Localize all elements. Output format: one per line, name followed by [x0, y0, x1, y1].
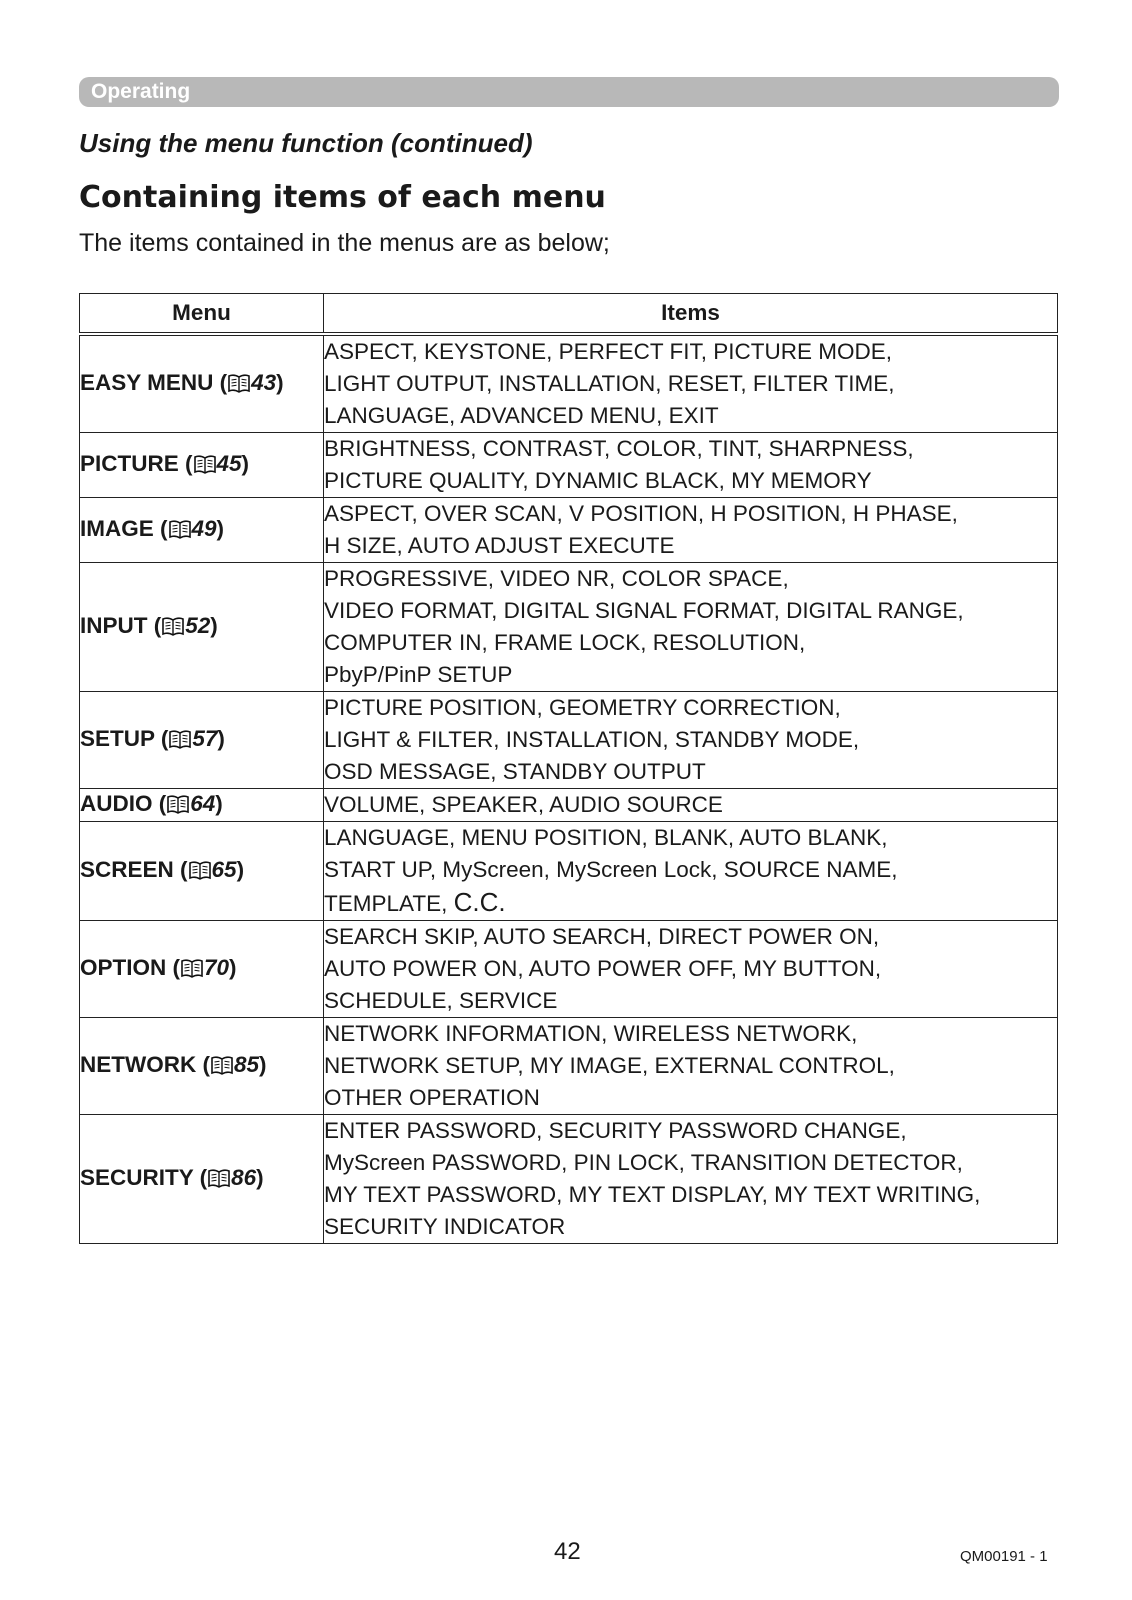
- items-cell: [324, 921, 1058, 1018]
- item-line: PbyP/PinP SETUP: [324, 662, 513, 687]
- items-column-header: Items: [324, 294, 1058, 335]
- page-reference: 70: [204, 954, 230, 980]
- item-line: AUTO POWER ON, AUTO POWER OFF, MY BUTTON,: [324, 956, 882, 981]
- menu-column-header: Menu: [80, 294, 324, 335]
- table-row: [80, 334, 1058, 433]
- item-line: NETWORK SETUP, MY IMAGE, EXTERNAL CONTROL,: [324, 1053, 895, 1078]
- items-cell: [324, 563, 1058, 692]
- item-line: OTHER OPERATION: [324, 1085, 540, 1110]
- item-line: COMPUTER IN, FRAME LOCK, RESOLUTION,: [324, 630, 806, 655]
- menu-name: IMAGE: [80, 515, 154, 541]
- item-line: VOLUME, SPEAKER, AUDIO SOURCE: [324, 792, 723, 817]
- page-reference: 86: [231, 1164, 257, 1190]
- item-line: PROGRESSIVE, VIDEO NR, COLOR SPACE,: [324, 566, 789, 591]
- item-line: ASPECT, KEYSTONE, PERFECT FIT, PICTURE MODE,: [324, 339, 893, 364]
- menu-name-cell: INPUT ( 52): [80, 563, 324, 692]
- item-line: LANGUAGE, MENU POSITION, BLANK, AUTO BLANK,: [324, 825, 888, 850]
- menu-name-cell: AUDIO ( 64): [80, 789, 324, 822]
- table-row: [80, 921, 1058, 1018]
- page-reference: 57: [192, 725, 218, 751]
- items-cell: [324, 789, 1058, 822]
- page-reference: 43: [251, 369, 277, 395]
- page-reference: 85: [234, 1051, 260, 1077]
- intro-text: The items contained in the menus are as below;: [79, 229, 610, 257]
- table-row: [80, 1115, 1058, 1244]
- items-cell: [324, 822, 1058, 921]
- item-line: LIGHT & FILTER, INSTALLATION, STANDBY MODE,: [324, 727, 860, 752]
- menu-name-cell: EASY MENU ( 43): [80, 334, 324, 433]
- item-line: LIGHT OUTPUT, INSTALLATION, RESET, FILTER TIME,: [324, 371, 895, 396]
- page-reference: 65: [211, 856, 237, 882]
- book-icon: [189, 860, 211, 886]
- menu-name-cell: SCREEN ( 65): [80, 822, 324, 921]
- item-line: OSD MESSAGE, STANDBY OUTPUT: [324, 759, 706, 784]
- table-row: [80, 498, 1058, 563]
- items-cell: [324, 498, 1058, 563]
- page-reference: 52: [185, 612, 211, 638]
- menu-name: OPTION: [80, 954, 167, 980]
- item-line: LANGUAGE, ADVANCED MENU, EXIT: [324, 403, 719, 428]
- item-line: ENTER PASSWORD, SECURITY PASSWORD CHANGE,: [324, 1118, 907, 1143]
- item-line: VIDEO FORMAT, DIGITAL SIGNAL FORMAT, DIGITAL RANGE,: [324, 598, 964, 623]
- page-heading: Containing items of each menu: [79, 180, 606, 215]
- item-line: SECURITY INDICATOR: [324, 1214, 566, 1239]
- item-line: START UP, MyScreen, MyScreen Lock, SOURCE NAME,: [324, 857, 898, 882]
- page-reference: 64: [190, 790, 216, 816]
- table-row: [80, 1018, 1058, 1115]
- book-icon: [162, 616, 184, 642]
- menu-name-cell: OPTION ( 70): [80, 921, 324, 1018]
- document-code: QM00191 - 1: [960, 1548, 1048, 1565]
- menu-items-table: [79, 293, 1058, 1244]
- section-bar: [79, 77, 1059, 107]
- item-line: SEARCH SKIP, AUTO SEARCH, DIRECT POWER ON,: [324, 924, 880, 949]
- page-number: 42: [554, 1538, 581, 1565]
- menu-name: NETWORK: [80, 1051, 197, 1077]
- menu-name: SETUP: [80, 725, 155, 751]
- item-line: PICTURE POSITION, GEOMETRY CORRECTION,: [324, 695, 841, 720]
- page-subtitle: Using the menu function (continued): [79, 128, 533, 158]
- items-cell: [324, 1115, 1058, 1244]
- table-row: [80, 563, 1058, 692]
- items-cell: [324, 433, 1058, 498]
- table-row: [80, 433, 1058, 498]
- table-body: [80, 334, 1058, 1244]
- items-cell: [324, 1018, 1058, 1115]
- table-row: [80, 789, 1058, 822]
- items-cell: [324, 692, 1058, 789]
- items-cell: [324, 334, 1058, 433]
- book-icon: [208, 1168, 230, 1194]
- item-line: PICTURE QUALITY, DYNAMIC BLACK, MY MEMORY: [324, 468, 872, 493]
- menu-name: AUDIO: [80, 790, 153, 816]
- item-line: ASPECT, OVER SCAN, V POSITION, H POSITION, H PHASE,: [324, 501, 958, 526]
- menu-name: SECURITY: [80, 1164, 194, 1190]
- menu-name: PICTURE: [80, 450, 179, 476]
- book-icon: [169, 729, 191, 755]
- page-reference: 49: [191, 515, 217, 541]
- item-line: NETWORK INFORMATION, WIRELESS NETWORK,: [324, 1021, 858, 1046]
- menu-name-cell: SETUP ( 57): [80, 692, 324, 789]
- book-icon: [228, 373, 250, 399]
- menu-name-cell: PICTURE ( 45): [80, 433, 324, 498]
- item-line: SCHEDULE, SERVICE: [324, 988, 558, 1013]
- item-line: MY TEXT PASSWORD, MY TEXT DISPLAY, MY TEXT WRITING,: [324, 1182, 981, 1207]
- menu-name: EASY MENU: [80, 369, 214, 395]
- section-label: Operating: [91, 80, 191, 103]
- item-line: BRIGHTNESS, CONTRAST, COLOR, TINT, SHARPNESS,: [324, 436, 914, 461]
- table-row: [80, 692, 1058, 789]
- item-line: TEMPLATE, C.C.: [324, 887, 506, 917]
- book-icon: [211, 1055, 233, 1081]
- menu-name-cell: IMAGE ( 49): [80, 498, 324, 563]
- menu-name-cell: NETWORK ( 85): [80, 1018, 324, 1115]
- table-row: [80, 822, 1058, 921]
- page-reference: 45: [216, 450, 242, 476]
- book-icon: [194, 454, 216, 480]
- menu-name-cell: SECURITY ( 86): [80, 1115, 324, 1244]
- book-icon: [181, 958, 203, 984]
- item-line: MyScreen PASSWORD, PIN LOCK, TRANSITION DETECTOR,: [324, 1150, 963, 1175]
- book-icon: [169, 519, 191, 545]
- item-line: H SIZE, AUTO ADJUST EXECUTE: [324, 533, 675, 558]
- menu-name: SCREEN: [80, 856, 174, 882]
- book-icon: [167, 794, 189, 820]
- menu-name: INPUT: [80, 612, 148, 638]
- table-header-row: [80, 294, 1058, 335]
